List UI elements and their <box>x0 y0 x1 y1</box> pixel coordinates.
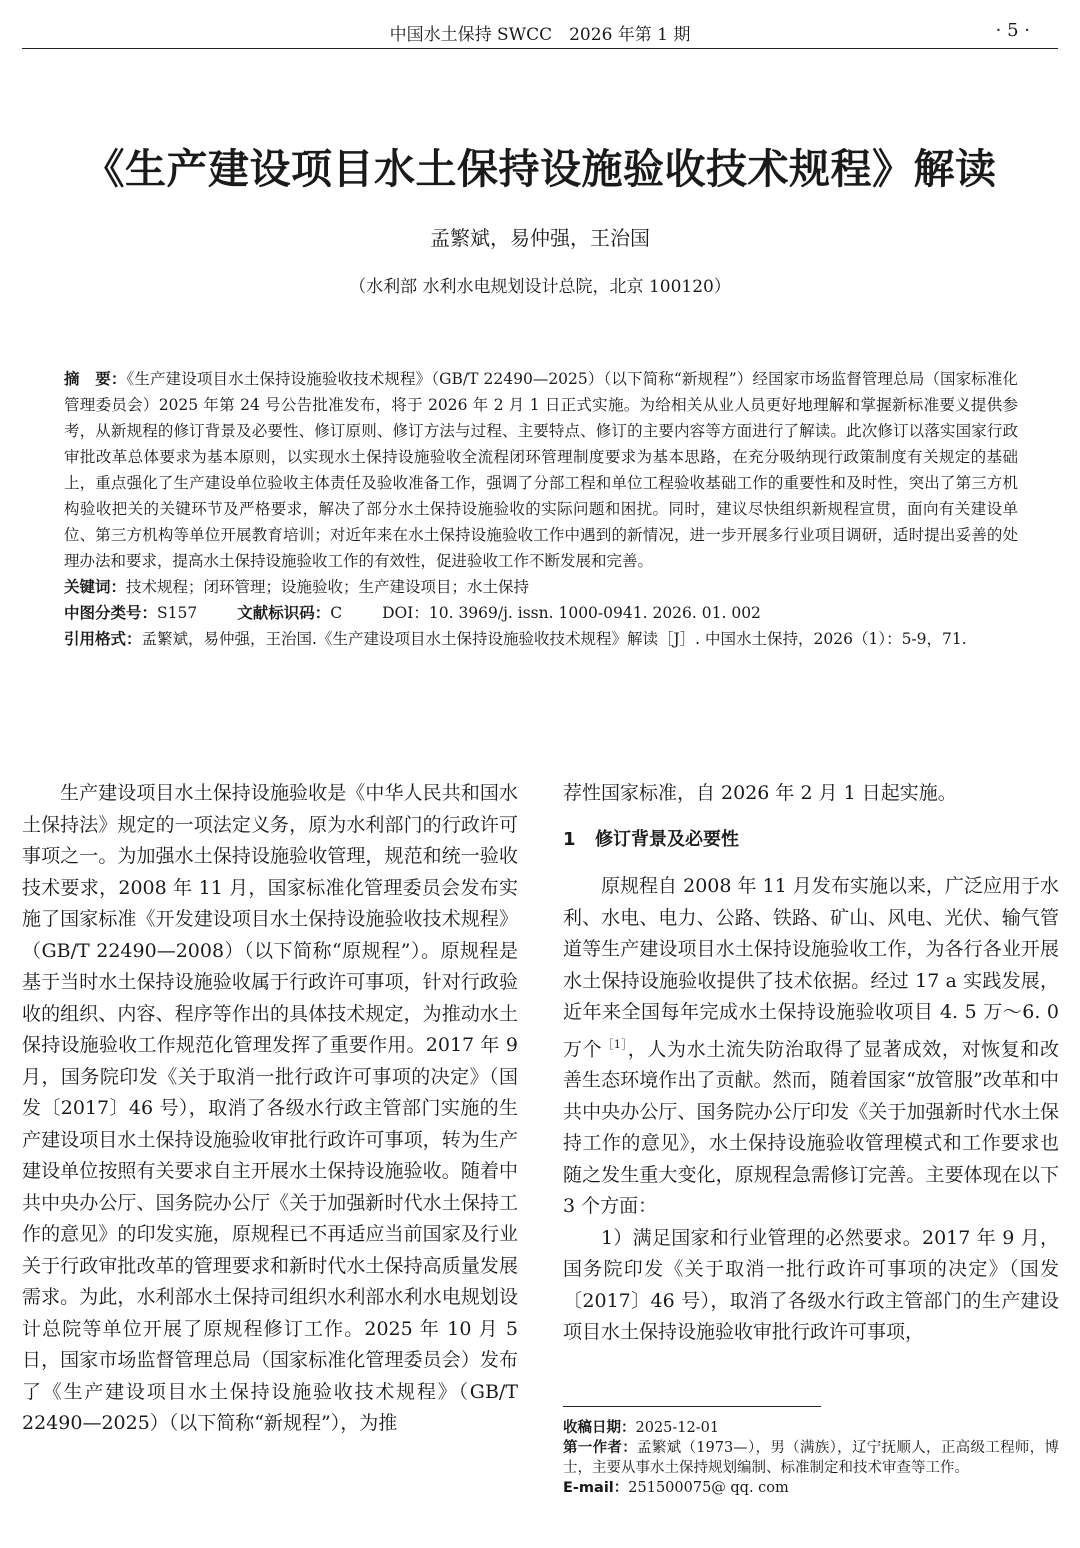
email: E-mail：251500075@ qq. com <box>563 1480 789 1496</box>
section-title: 修订背景及必要性 <box>595 828 739 850</box>
citation <box>64 626 1018 652</box>
clc-value: S157 <box>157 604 198 622</box>
left-column <box>22 778 518 1440</box>
article-title: 《生产建设项目水土保持设施验收技术规程》解读 <box>83 145 997 193</box>
clc-label: 中图分类号： <box>64 604 158 622</box>
classification-line <box>64 600 1018 626</box>
journal-name: 中国水土保持 SWCC 2026 年第 1 期 <box>389 25 691 45</box>
abstract <box>64 366 1018 574</box>
email-address[interactable]: 251500075@ qq. com <box>628 1480 789 1496</box>
intro-paragraph: 生产建设项目水土保持设施验收是《中华人民共和国水土保持法》规定的一项法定义务，原为水利部门的行政许可事项之一。为加强水土保持设施验收管理，规范和统一验收技术要求，2008 年 11 月，国家标准化管理委员会发布实施了国家标准《开发建设项目水土保持设施验收技术规程》（GB/T 22490—2008）（以下简称“原规程”）。原规程是基于当时水土保持设施验收属于行政许可事项，针对行政验收的组织、内容、程序等作出的具体技术规定，为推动水土保持设施验收工作规范化管理发挥了重要作用。2017 年 9 月，国务院印发《关于取消一批行政许可事项的决定》（国发〔2017〕46 号），取消了各级水行政主管部门实施的生产建设项目水土保持设施验收审批行政许可事项，转为生产建设单位按照有关要求自主开展水土保持设施验收。随着中共中央办公厅、国务院办公厅《关于加强新时代水土保持工作的意见》的印发实施，原规程已不再适应当前国家及行业关于行政审批改革的管理要求和新时代水土保持高质量发展需求。为此，水利部水土保持司组织水利部水利水电规划设计总院等单位开展了原规程修订工作。2025 年 10 月 5 日，国家市场监督管理总局（国家标准化管理委员会）发布了《生产建设项目水土保持设施验收技术规程》（GB/T 22490—2025）（以下简称“新规程”），为推 <box>22 782 518 1434</box>
right-column <box>563 778 1059 1349</box>
keywords-text: 技术规程；闭环管理；设施验收；生产建设项目；水土保持 <box>126 578 530 596</box>
doc-code-value: C <box>330 604 343 622</box>
keywords-label: 关键词： <box>64 578 127 596</box>
footnote-rule <box>563 1406 821 1407</box>
intro-continuation: 荐性国家标准，自 2026 年 2 月 1 日起实施。 <box>563 782 957 804</box>
abstract-text: 《生产建设项目水土保持设施验收技术规程》（GB/T 22490—2025）（以下简称“新规程”）经国家市场监督管理总局（国家标准化管理委员会）2025 年第 24 号公告批准发布，将于 2026 年 2 月 1 日正式实施。为给相关从业人员更好地理解和掌握新标准要义提供参考，从新规程的修订背景及必要性、修订原则、修订方法与过程、主要特点、修订的主要内容等方面进行了解读。此次修订以落实国家行政审批改革总体要求为基本原则，以实现水土保持设施验收全流程闭环管理制度要求为基本思路，在充分吸纳现行政策制度有关规定的基础上，重点强化了生产建设单位验收主体责任及验收准备工作，强调了分部工程和单位工程验收基础工作的重要性和及时性，突出了第三方机构验收把关的关键环节及严格要求，解决了部分水土保持设施验收的实际问题和困扰。同时，建议尽快组织新规程宣贯，面向有关建设单位、第三方机构等单位开展教育培训；对近年来在水土保持设施验收工作中遇到的新情况，进一步开展多行业项目调研，适时提出妥善的处理办法和要求，提高水土保持设施验收工作的有效性，促进验收工作不断发展和完善。 <box>64 370 1018 570</box>
author-list: 孟繁斌，易仲强，王治国 <box>430 226 650 250</box>
requirement-paragraph: 1）满足国家和行业管理的必然要求。2017 年 9 月，国务院印发《关于取消一批行政许可事项的决定》（国发〔2017〕46 号），取消了各级水行政主管部门的生产建设项目水土保持设施验收审批行政许可事项， <box>563 1226 1059 1344</box>
abstract-label: 摘 要： <box>64 370 127 388</box>
header-rule <box>22 48 1058 49</box>
background-paragraph: 原规程自 2008 年 11 月发布实施以来，广泛应用于水利、水电、电力、公路、铁路、矿山、风电、光伏、输气管道等生产建设项目水土保持设施验收工作，为各行各业开展水土保持设施验收提供了技术依据。经过 17 a 实践发展，近年来全国每年完成水土保持设施验收项目 4. 5 万～6. 0 万个$^{[1]}$，人为水土流失防治取得了显著成效，对恢复和改善生态环境作出了贡献。然而，随着国家“放管服”改革和中共中央办公厅、国务院办公厅印发《关于加强新时代水土保持工作的意见》，水土保持设施验收管理模式和工作要求也随之发生重大变化，原规程急需修订完善。主要体现在以下 3 个方面： <box>563 875 1059 1218</box>
abstract-block <box>64 366 1018 652</box>
affiliation: （水利部 水利水电规划设计总院，北京 100120） <box>349 277 731 297</box>
citation-text: 孟繁斌，易仲强，王治国.《生产建设项目水土保持设施验收技术规程》解读［J］. 中国水土保持，2026（1）：5-9，71. <box>141 630 967 648</box>
doc-code-label: 文献标识码： <box>237 604 331 622</box>
first-author-info: 第一作者：孟繁斌（1973—），男（满族），辽宁抚顺人，正高级工程师，博士，主要从事水土保持规划编制、标准制定和技术审查等工作。 <box>563 1440 1059 1476</box>
section-number: 1 <box>563 828 576 850</box>
received-date: 收稿日期：2025-12-01 <box>563 1420 720 1436</box>
keywords <box>64 574 1018 600</box>
running-header <box>22 18 1058 46</box>
section-heading <box>563 824 1059 856</box>
citation-label: 引用格式： <box>64 630 142 648</box>
doi: DOI：10. 3969/j. issn. 1000-0941. 2026. 01. 002 <box>382 604 761 622</box>
footnote <box>563 1418 1059 1498</box>
page-number: · 5 · <box>995 20 1030 41</box>
reference-mark[interactable]: ［1］ <box>602 1037 628 1051</box>
